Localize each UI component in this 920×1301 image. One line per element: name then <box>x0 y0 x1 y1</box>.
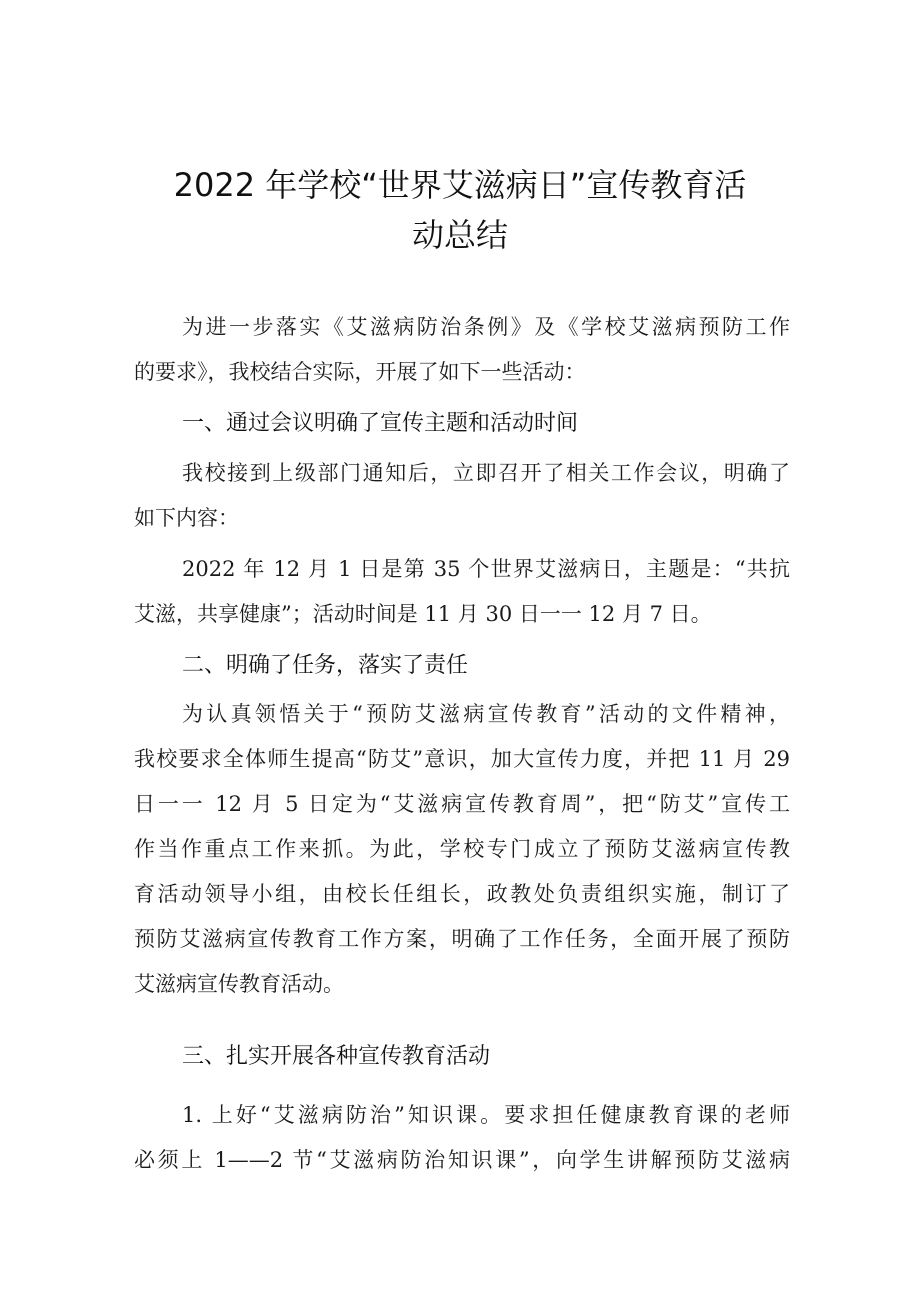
section-2-p1-line-6: 预防艾滋病宣传教育工作方案，明确了工作任务，全面开展了预防 <box>134 927 790 951</box>
section-2-p1-line-5: 育活动领导小组，由校长任组长，政教处负责组织实施，制订了 <box>134 882 790 906</box>
section-3-heading: 三、扎实开展各种宣传教育活动 <box>182 1044 491 1069</box>
section-2-p1-line-7: 艾滋病宣传教育活动。 <box>134 972 344 996</box>
section-1-paragraph-2 <box>134 547 790 637</box>
section-3-p1-line-2: 必须上 1——2 节“艾滋病防治知识课”，向学生讲解预防艾滋病 <box>134 1148 790 1172</box>
document-title-line-1: 2022 年学校“世界艾滋病日”宣传教育活 <box>173 166 747 204</box>
section-1-paragraph-1 <box>134 451 790 541</box>
intro-line-2: 的要求》，我校结合实际，开展了如下一些活动： <box>134 360 586 384</box>
document-title-line-2: 动总结 <box>411 216 508 254</box>
section-1-heading: 一、通过会议明确了宣传主题和活动时间 <box>182 411 579 436</box>
section-2-p1-line-2: 我校要求全体师生提高“防艾”意识，加大宣传力度，并把 11 月 29 <box>134 747 790 771</box>
section-1-p1-line-1: 我校接到上级部门通知后，立即召开了相关工作会议，明确了 <box>182 461 790 485</box>
section-2-paragraph-1 <box>134 692 790 1007</box>
section-1-p1-line-2: 如下内容： <box>134 506 239 530</box>
intro-line-1: 为进一步落实《艾滋病防治条例》及《学校艾滋病预防工作 <box>182 315 790 339</box>
section-2-p1-line-3: 日一一 12 月 5 日定为“艾滋病宣传教育周”，把“防艾”宣传工 <box>134 792 790 816</box>
section-2-p1-line-4: 作当作重点工作来抓。为此，学校专门成立了预防艾滋病宣传教 <box>134 837 790 861</box>
intro-paragraph <box>134 305 790 395</box>
section-3-paragraph-1 <box>134 1093 790 1183</box>
section-2-p1-line-1: 为认真领悟关于“预防艾滋病宣传教育”活动的文件精神， <box>182 702 790 726</box>
section-2-heading: 二、明确了任务，落实了责任 <box>182 653 469 678</box>
section-1-p2-line-2: 艾滋，共享健康”；活动时间是 11 月 30 日一一 12 月 7 日。 <box>134 602 712 626</box>
section-1-p2-line-1: 2022 年 12 月 1 日是第 35 个世界艾滋病日，主题是：“共抗 <box>182 557 790 581</box>
section-3-p1-line-1: 1. 上好“艾滋病防治”知识课。要求担任健康教育课的老师 <box>182 1103 790 1127</box>
